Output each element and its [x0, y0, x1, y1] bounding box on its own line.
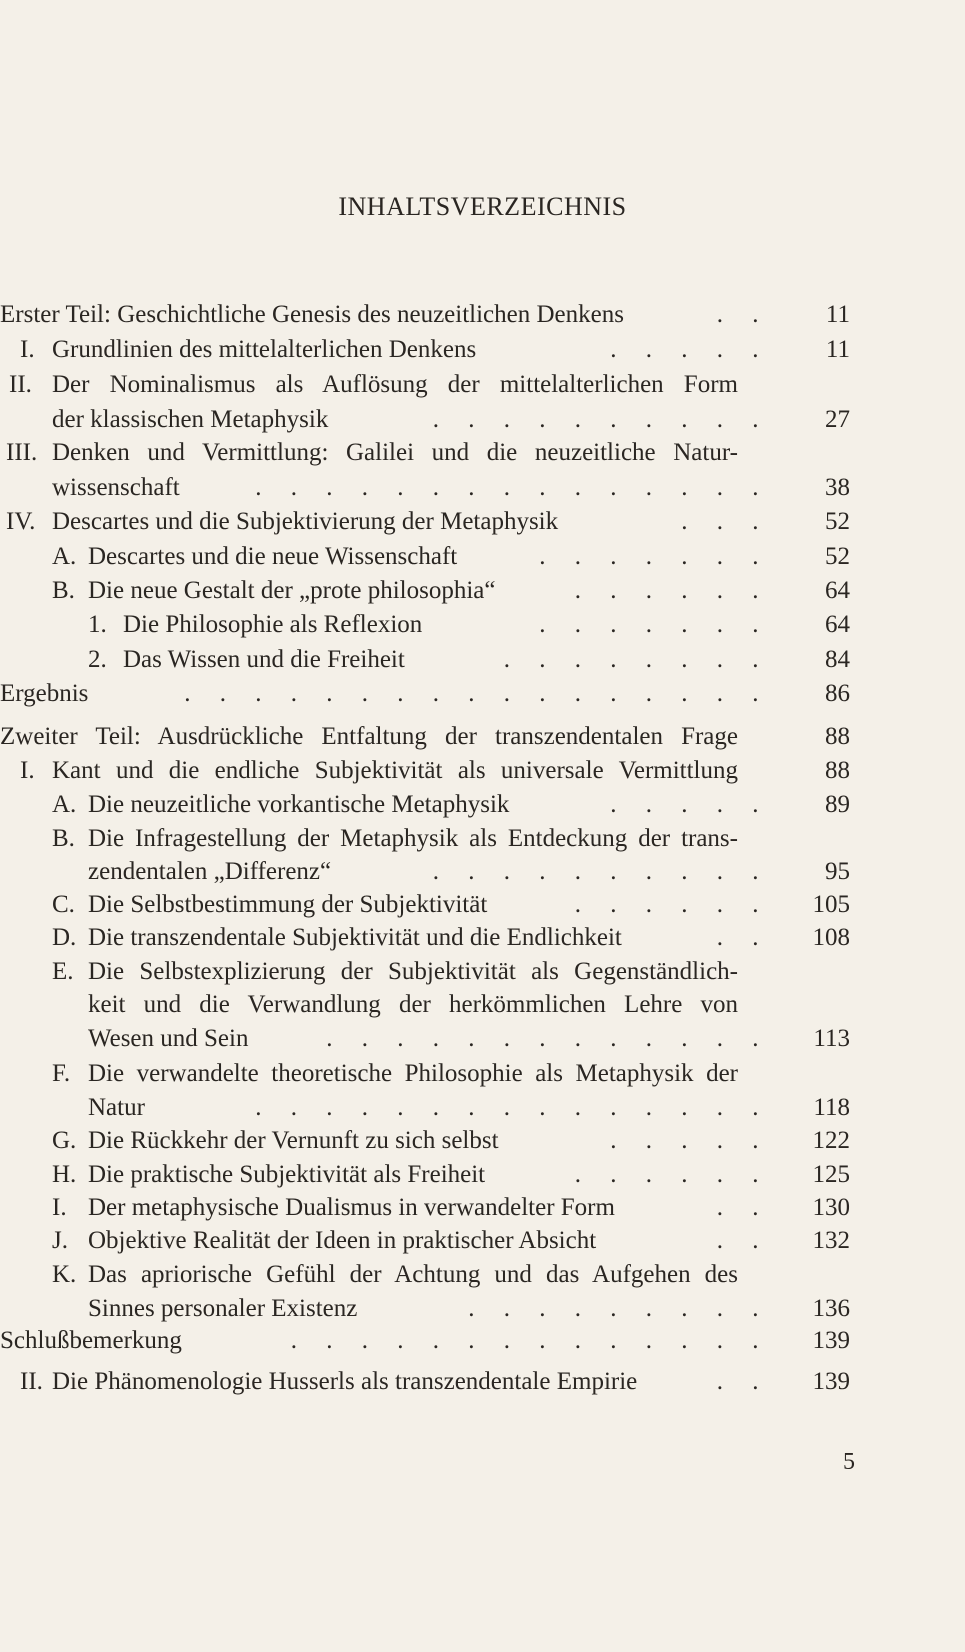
toc-entry-number: B. — [52, 577, 75, 604]
toc-page-number: 89 — [825, 791, 850, 818]
toc-entry-number: III. — [6, 439, 38, 466]
toc-entry-title: Das apriorische Gefühl der Achtung und das Aufgehen des — [88, 1261, 738, 1288]
toc-page-number: 64 — [825, 577, 850, 604]
toc-entry — [0, 855, 965, 889]
toc-entry-title: Das Wissen und die Freiheit — [123, 646, 405, 673]
toc-entry — [0, 403, 965, 437]
toc-entry-number: G. — [52, 1127, 77, 1154]
toc-entry-number: I. — [20, 757, 35, 784]
toc-leader-dots: . . . . . . . — [539, 611, 770, 638]
toc-leader-dots: . . . . . . . — [539, 543, 770, 570]
toc-entry-number: I. — [20, 336, 35, 363]
toc-leader-dots: . . . . . . . . . . . . . . — [290, 1327, 770, 1354]
toc-entry — [0, 677, 965, 711]
toc-leader-dots: . . . . . . . . . . — [432, 858, 770, 885]
toc-leader-dots: . . . — [681, 508, 770, 535]
toc-entry-title: Der Nominalismus als Auflösung der mittelalterlichen Form — [52, 371, 738, 398]
toc-entry-title: zendentalen „Differenz“ — [88, 858, 332, 885]
toc-page-number: 27 — [825, 406, 850, 433]
toc-entry — [0, 333, 965, 367]
toc-entry-title: Die Philosophie als Reflexion — [123, 611, 423, 638]
toc-entry-number: F. — [52, 1060, 71, 1087]
toc-leader-dots: . . . . . . . . . . . . . — [326, 1025, 770, 1052]
toc-entry — [0, 608, 965, 642]
toc-leader-dots: . . — [716, 1227, 770, 1254]
toc-entry-number: H. — [52, 1161, 77, 1188]
toc-entry — [0, 1292, 965, 1326]
toc-entry — [0, 754, 965, 788]
toc-leader-dots: . . — [716, 1368, 770, 1395]
toc-entry-title: Die Rückkehr der Vernunft zu sich selbst — [88, 1127, 499, 1154]
toc-page-number: 118 — [813, 1094, 850, 1121]
toc-page-number: 113 — [813, 1025, 850, 1052]
toc-leader-dots: . . . . . . . . — [503, 646, 770, 673]
toc-entry-title: Die Selbstexplizierung der Subjektivität als Gegenständlich- — [88, 958, 738, 985]
toc-entry-title: der klassischen Metaphysik — [52, 406, 329, 433]
toc-entry-number: IV. — [6, 508, 36, 535]
toc-entry-number: II. — [20, 1368, 43, 1395]
toc-entry-title: Die Infragestellung der Metaphysik als Entdeckung der trans- — [88, 825, 738, 852]
toc-entry-number: 1. — [88, 611, 107, 638]
toc-entry-title: Erster Teil: Geschichtliche Genesis des neuzeitlichen Denkens — [0, 301, 624, 328]
toc-entry — [0, 1124, 965, 1158]
toc-entry — [0, 298, 965, 332]
toc-leader-dots: . . . . . . . . . . . . . . . . . — [184, 680, 770, 707]
toc-entry-title: Die neuzeitliche vorkantische Metaphysik — [88, 791, 510, 818]
toc-entry — [0, 788, 965, 822]
toc-entry — [0, 368, 965, 402]
toc-entry — [0, 1258, 965, 1292]
toc-entry-title: Schlußbemerkung — [0, 1327, 182, 1354]
toc-entry-title: Zweiter Teil: Ausdrückliche Entfaltung der transzendentalen Frage — [0, 723, 738, 750]
toc-entry-title: Sinnes personaler Existenz — [88, 1295, 358, 1322]
toc-entry — [0, 888, 965, 922]
toc-entry-title: Objektive Realität der Ideen in praktischer Absicht — [88, 1227, 597, 1254]
page-number: 5 — [843, 1449, 855, 1475]
toc-entry-number: I. — [52, 1194, 67, 1221]
toc-leader-dots: . . . . . — [610, 1127, 770, 1154]
toc-leader-dots: . . . . . . — [574, 891, 770, 918]
toc-page-number: 139 — [812, 1327, 850, 1354]
toc-entry — [0, 1158, 965, 1192]
toc-entry-title: Die neue Gestalt der „prote philosophia“ — [88, 577, 496, 604]
toc-entry-title: Die Phänomenologie Husserls als transzendentale Empirie — [52, 1368, 638, 1395]
toc-entry-title: Der metaphysische Dualismus in verwandelter Form — [88, 1194, 615, 1221]
toc-leader-dots: . . . . . . — [574, 577, 770, 604]
toc-entry — [0, 436, 965, 470]
toc-entry-number: II. — [9, 371, 32, 398]
toc-entry-number: J. — [52, 1227, 68, 1254]
toc-page-number: 130 — [812, 1194, 850, 1221]
toc-entry-title: Die verwandelte theoretische Philosophie als Metaphysik der — [88, 1060, 738, 1087]
toc-leader-dots: . . — [716, 1194, 770, 1221]
toc-entry — [0, 505, 965, 539]
toc-entry — [0, 540, 965, 574]
toc-leader-dots: . . . . . — [610, 791, 770, 818]
toc-entry — [0, 822, 965, 856]
toc-entry-title: Kant und die endliche Subjektivität als universale Vermittlung — [52, 757, 738, 784]
toc-entry-title: Descartes und die neue Wissenschaft — [88, 543, 458, 570]
toc-entry — [0, 643, 965, 677]
toc-entry-title: Ergebnis — [0, 680, 89, 707]
toc-entry-title: Wesen und Sein — [88, 1025, 249, 1052]
page-title: INHALTSVERZEICHNIS — [338, 192, 627, 221]
toc-leader-dots: . . . . . . . . . . — [432, 406, 770, 433]
toc-page-number: 139 — [812, 1368, 850, 1395]
toc-entry-title: wissenschaft — [52, 474, 180, 501]
toc-page-number: 86 — [825, 680, 850, 707]
toc-entry — [0, 1365, 965, 1399]
toc-page-number: 136 — [812, 1295, 850, 1322]
toc-page-number: 38 — [825, 474, 850, 501]
toc-entry — [0, 574, 965, 608]
toc-entry — [0, 1057, 965, 1091]
toc-page-number: 125 — [812, 1161, 850, 1188]
toc-leader-dots: . . . . . . . . . . . . . . . — [255, 474, 770, 501]
toc-page-number: 84 — [825, 646, 850, 673]
toc-leader-dots: . . . . . . — [574, 1161, 770, 1188]
toc-entry-title: Die Selbstbestimmung der Subjektivität — [88, 891, 488, 918]
toc-page-number: 122 — [812, 1127, 850, 1154]
toc-entry-title: Die transzendentale Subjektivität und die Endlichkeit — [88, 924, 622, 951]
toc-leader-dots: . . — [716, 301, 770, 328]
toc-entry-number: E. — [52, 958, 74, 985]
toc-entry — [0, 1191, 965, 1225]
toc-entry-title: Grundlinien des mittelalterlichen Denkens — [52, 336, 477, 363]
toc-entry-title: Descartes und die Subjektivierung der Metaphysik — [52, 508, 559, 535]
toc-page-number: 105 — [812, 891, 850, 918]
toc-entry-title: Die praktische Subjektivität als Freiheit — [88, 1161, 486, 1188]
toc-page-number: 52 — [825, 508, 850, 535]
toc-entry-number: A. — [52, 791, 77, 818]
toc-entry — [0, 471, 965, 505]
toc-entry — [0, 1091, 965, 1125]
toc-page-number: 11 — [825, 301, 850, 328]
toc-leader-dots: . . . . . — [610, 336, 770, 363]
toc-page-number: 11 — [825, 336, 850, 363]
toc-leader-dots: . . . . . . . . . . . . . . . — [255, 1094, 770, 1121]
toc-entry — [0, 1022, 965, 1056]
toc-page-number: 88 — [825, 723, 850, 750]
toc-entry-title: Denken und Vermittlung: Galilei und die neuzeitliche Natur- — [52, 439, 738, 466]
toc-entry-title: keit und die Verwandlung der herkömmlichen Lehre von — [88, 991, 738, 1018]
toc-page-number: 52 — [825, 543, 850, 570]
toc-leader-dots: . . — [716, 924, 770, 951]
toc-entry-number: 2. — [88, 646, 107, 673]
toc-entry — [0, 1224, 965, 1258]
toc-entry-number: C. — [52, 891, 75, 918]
toc-page-number: 132 — [812, 1227, 850, 1254]
toc-entry — [0, 955, 965, 989]
toc-page-number: 64 — [825, 611, 850, 638]
toc-entry — [0, 720, 965, 754]
toc-entry — [0, 1324, 965, 1358]
toc-entry-number: B. — [52, 825, 75, 852]
toc-entry-number: D. — [52, 924, 77, 951]
toc-page-number: 108 — [812, 924, 850, 951]
toc-leader-dots: . . . . . . . . . — [468, 1295, 770, 1322]
toc-entry — [0, 988, 965, 1022]
toc-entry-number: A. — [52, 543, 77, 570]
toc-entry — [0, 921, 965, 955]
toc-entry-title: Natur — [88, 1094, 145, 1121]
toc-page-number: 95 — [825, 858, 850, 885]
toc-page-number: 88 — [825, 757, 850, 784]
toc-entry-number: K. — [52, 1261, 77, 1288]
